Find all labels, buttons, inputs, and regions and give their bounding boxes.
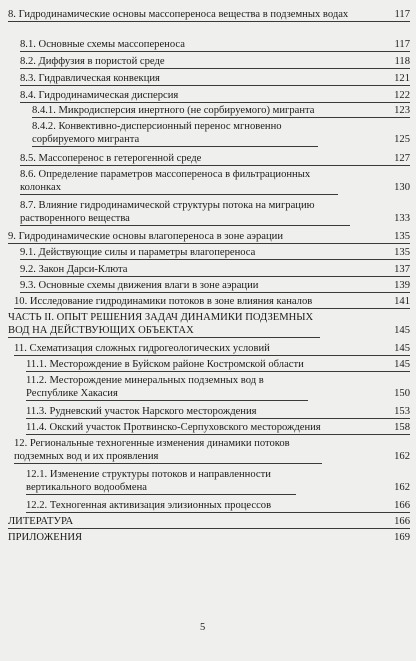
toc-entry-text: 11. Схематизация сложных гидрогеологических условий <box>14 343 270 354</box>
toc-entry-text: 9.3. Основные схемы движения влаги в зоне аэрации <box>20 280 259 291</box>
toc-entry-text: 8.2. Диффузия в пористой среде <box>20 56 165 67</box>
toc-entry-page: 122 <box>394 90 410 101</box>
toc-entry-8-4-1 <box>32 104 410 118</box>
toc-entry-text: 8.7. Влияние гидродинамической структуры потока на миграцию растворенного вещества <box>20 200 315 224</box>
toc-entry-9-3 <box>20 279 410 293</box>
toc-entry-8-4 <box>20 89 410 103</box>
toc-entry-9-1 <box>20 246 410 260</box>
toc-entry-12-2 <box>26 499 410 513</box>
toc-entry-page: 153 <box>394 406 410 417</box>
toc-entry-page: 162 <box>394 482 410 493</box>
toc-entry-text: 8.4. Гидродинамическая дисперсия <box>20 90 179 101</box>
toc-entry-text: 9.2. Закон Дарси-Клюта <box>20 264 128 275</box>
toc-entry-appendices <box>8 531 410 544</box>
toc-entry-page: 158 <box>394 422 410 433</box>
toc-entry-page: 127 <box>394 153 410 164</box>
toc-entry-page: 121 <box>394 73 410 84</box>
toc-entry-11-3 <box>26 405 410 419</box>
toc-entry-11-2 <box>26 374 410 401</box>
toc-entry-text: 8.1. Основные схемы массопереноса <box>20 39 185 50</box>
toc-entry-page: 145 <box>394 325 410 336</box>
toc-entry-page: 130 <box>394 182 410 193</box>
toc-entry-text: 12. Региональные техногенные изменения динамики потоков подземных вод и их проявления <box>14 438 290 462</box>
toc-entry-text: ЧАСТЬ II. ОПЫТ РЕШЕНИЯ ЗАДАЧ ДИНАМИКИ ПОДЗЕМНЫХ ВОД НА ДЕЙСТВУЮЩИХ ОБЪЕКТАХ <box>8 312 314 336</box>
toc-entry-text: 8. Гидродинамические основы массопереноса вещества в подземных водах <box>8 9 349 20</box>
page-number: 5 <box>200 622 206 633</box>
toc-entry-text: 8.4.2. Конвективно-дисперсионный перенос мгновенно сорбируемого мигранта <box>32 121 282 145</box>
toc-entry-12-1 <box>26 468 410 495</box>
toc-entry-page: 169 <box>394 532 410 543</box>
toc-entry-8-1 <box>20 38 410 52</box>
toc-entry-page: 145 <box>394 343 410 354</box>
toc-entry-text: 10. Исследование гидродинамики потоков в зоне влияния каналов <box>14 296 313 307</box>
toc-entry-8 <box>8 8 410 22</box>
toc-entry-page: 135 <box>394 247 410 258</box>
toc-entry-8-5 <box>20 152 410 166</box>
toc-entry-page: 137 <box>394 264 410 275</box>
toc-entry-text: 12.2. Техногенная активизация элизионных процессов <box>26 500 272 511</box>
toc-entry-page: 135 <box>394 231 410 242</box>
toc-entry-text: 8.3. Гидравлическая конвекция <box>20 73 160 84</box>
toc-entry-8-7 <box>20 199 410 226</box>
toc-entry-page: 141 <box>394 296 410 307</box>
toc-entry-9 <box>8 230 410 244</box>
toc-entry-text: ЛИТЕРАТУРА <box>8 516 74 527</box>
toc-entry-text: 11.4. Окский участок Протвинско-Серпуховского месторождения <box>26 422 321 433</box>
toc-entry-page: 123 <box>394 105 410 116</box>
toc-entry-text: 8.5. Массоперенос в гетерогенной среде <box>20 153 202 164</box>
toc-entry-page: 118 <box>394 56 410 67</box>
toc-entry-page: 125 <box>394 134 410 145</box>
toc-entry-8-6 <box>20 168 410 195</box>
toc-entry-page: 145 <box>394 359 410 370</box>
toc-entry-page: 166 <box>394 500 410 511</box>
toc-entry-page: 117 <box>394 39 410 50</box>
toc-entry-text: 8.4.1. Микродисперсия инертного (не сорбируемого) мигранта <box>32 105 315 116</box>
toc-entry-page: 117 <box>394 9 410 20</box>
toc-entry-text: 12.1. Изменение структуры потоков и направленности вертикального водообмена <box>26 469 271 493</box>
toc-entry-text: 9. Гидродинамические основы влагопереноса в зоне аэрации <box>8 231 283 242</box>
toc-entry-page: 139 <box>394 280 410 291</box>
toc-entry-8-2 <box>20 55 410 69</box>
toc-entry-11-4 <box>26 421 410 435</box>
toc-entry-page: 166 <box>394 516 410 527</box>
toc-entry-9-2 <box>20 263 410 277</box>
toc-entry-page: 162 <box>394 451 410 462</box>
toc-entry-10 <box>14 295 410 309</box>
toc-entry-8-4-2 <box>32 120 410 147</box>
toc-entry-8-3 <box>20 72 410 86</box>
toc-entry-text: 9.1. Действующие силы и параметры влагопереноса <box>20 247 256 258</box>
toc-entry-text: ПРИЛОЖЕНИЯ <box>8 532 83 543</box>
toc-entry-text: 11.1. Месторождение в Буйском районе Костромской области <box>26 359 304 370</box>
toc-entry-11 <box>14 342 410 356</box>
toc-entry-text: 11.3. Рудневский участок Нарского месторождения <box>26 406 257 417</box>
toc-entry-page: 150 <box>394 388 410 399</box>
toc-entry-page: 133 <box>394 213 410 224</box>
toc-entry-literature <box>8 515 410 529</box>
toc-entry-11-1 <box>26 358 410 372</box>
toc-entry-12 <box>14 437 410 464</box>
toc-entry-part-2 <box>8 311 410 338</box>
toc-entry-text: 8.6. Определение параметров массопереноса в фильтрационных колонках <box>20 169 311 193</box>
toc-entry-text: 11.2. Месторождение минеральных подземных вод в Республике Хакасия <box>26 375 264 399</box>
